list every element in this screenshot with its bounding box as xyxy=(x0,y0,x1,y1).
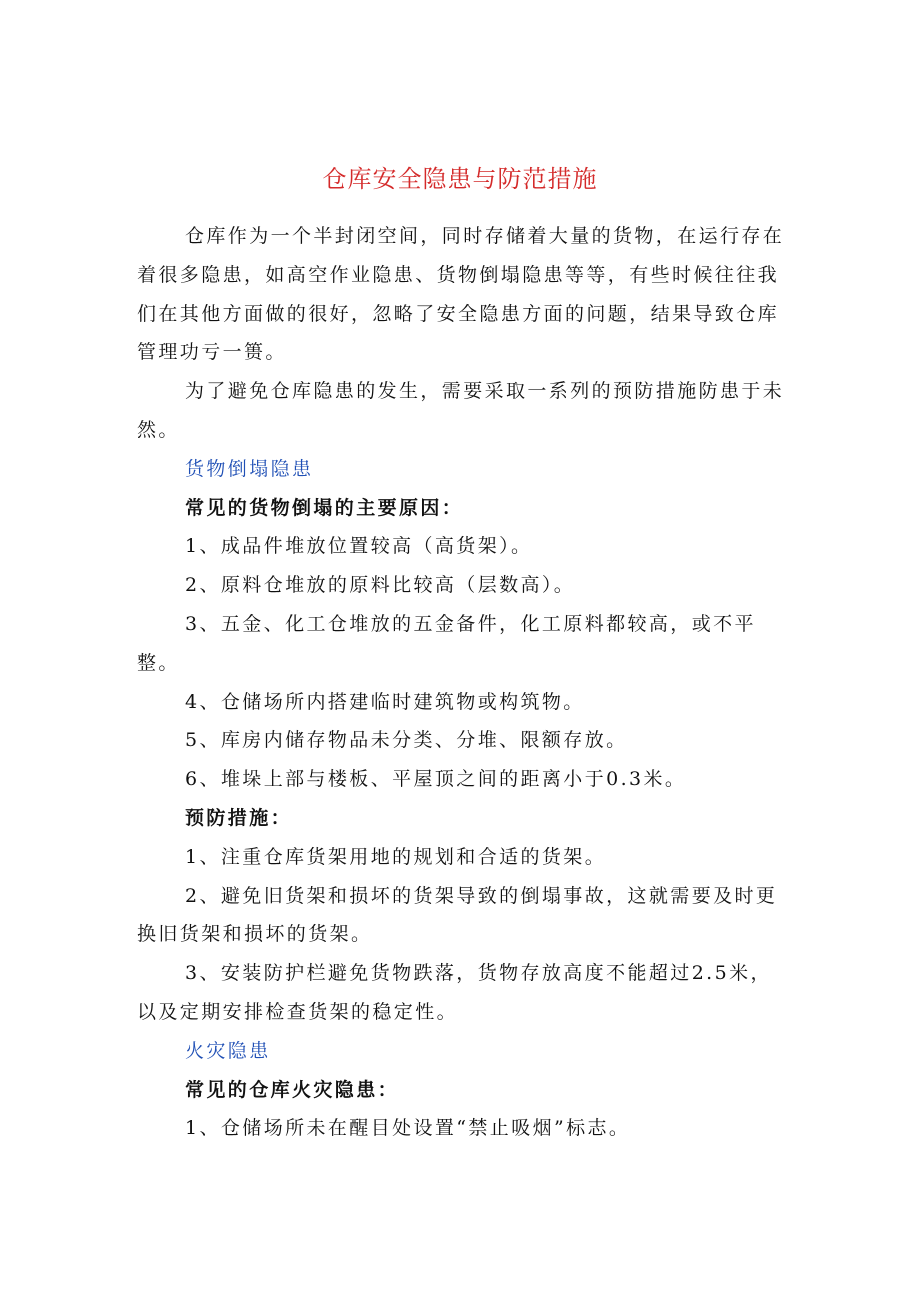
page-title: 仓库安全隐患与防范措施 xyxy=(322,165,598,193)
list-item: 1、成品件堆放位置较高（高货架）。 xyxy=(185,535,533,558)
list-item: 4、仓储场所内搭建临时建筑物或构筑物。 xyxy=(185,690,585,713)
list-item: 2、原料仓堆放的原料比较高（层数高）。 xyxy=(185,574,576,597)
causes-title-fire: 常见的仓库火灾隐患： xyxy=(185,1078,400,1101)
intro-paragraph: 仓库作为一个半封闭空间，同时存储着大量的货物，在运行存在着很多隐患，如高空作业隐患、货物倒塌隐患等等，有些时候往往我们在其他方面做的很好，忽略了安全隐患方面的问题，结果导致仓库管理功亏一篑。 xyxy=(137,225,785,364)
list-item: 3、五金、化工仓堆放的五金备件，化工原料都较高，或不平整。 xyxy=(137,612,756,674)
intro-paragraph: 为了避免仓库隐患的发生，需要采取一系列的预防措施防患于未然。 xyxy=(137,380,785,441)
list-item: 1、仓储场所未在醒目处设置“禁止吸烟”标志。 xyxy=(185,1117,631,1140)
section-heading-collapse: 货物倒塌隐患 xyxy=(185,457,314,480)
section-heading-fire: 火灾隐患 xyxy=(185,1039,271,1062)
document-body xyxy=(137,217,787,1148)
list-item: 6、堆垛上部与楼板、平屋顶之间的距离小于0.3米。 xyxy=(185,768,687,791)
causes-title-collapse: 常见的货物倒塌的主要原因： xyxy=(185,496,464,519)
measures-title: 预防措施： xyxy=(185,806,293,829)
list-item: 5、库房内储存物品未分类、分堆、限额存放。 xyxy=(185,729,628,752)
list-item: 3、安装防护栏避免货物跌落，货物存放高度不能超过2.5米，以及定期安排检查货架的稳定性。 xyxy=(137,962,772,1023)
list-item: 1、注重仓库货架用地的规划和合适的货架。 xyxy=(185,845,607,868)
list-item: 2、避免旧货架和损坏的货架导致的倒塌事故，这就需要及时更换旧货架和损坏的货架。 xyxy=(137,884,778,946)
